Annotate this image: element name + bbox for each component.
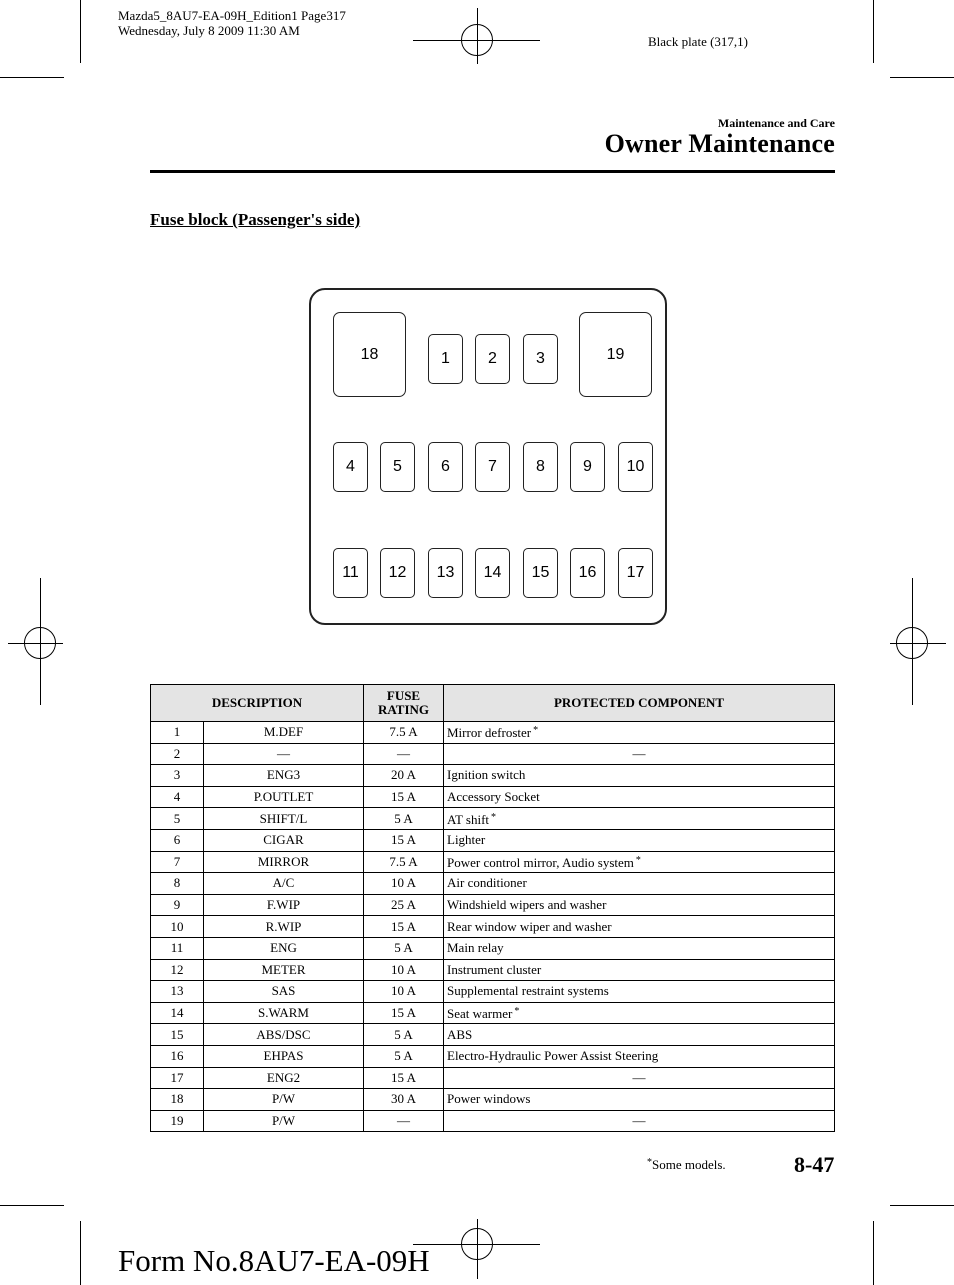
table-row [151,1024,835,1046]
table-row [151,1110,835,1132]
protected-component: — [444,1110,835,1132]
fuse-rating: — [364,743,444,765]
fuse-16: 16 [570,548,605,598]
fuse-description: M.DEF [204,722,364,744]
protected-component: Ignition switch [444,765,835,787]
table-row [151,981,835,1003]
table-row [151,1045,835,1067]
fuse-10: 10 [618,442,653,492]
fuse-description: ENG [204,937,364,959]
fuse-description: S.WARM [204,1002,364,1024]
table-row [151,959,835,981]
fuse-number: 11 [151,937,204,959]
fuse-5: 5 [380,442,415,492]
fuse-rating: 5 A [364,808,444,830]
fuse-rating: 10 A [364,873,444,895]
table-row [151,894,835,916]
fuse-8: 8 [523,442,558,492]
fuse-rating: 10 A [364,981,444,1003]
protected-component: AT shift * [444,808,835,830]
fuse-number: 14 [151,1002,204,1024]
fuse-14: 14 [475,548,510,598]
fuse-4: 4 [333,442,368,492]
plate-label: Black plate (317,1) [648,34,748,49]
fuse-number: 16 [151,1045,204,1067]
protected-component: Instrument cluster [444,959,835,981]
fuse-number: 13 [151,981,204,1003]
fuse-description: ABS/DSC [204,1024,364,1046]
protected-component: Mirror defroster * [444,722,835,744]
table-header-row [151,685,835,722]
header-description: DESCRIPTION [151,685,364,722]
fuse-description: SHIFT/L [204,808,364,830]
fuse-description: CIGAR [204,829,364,851]
fuse-number: 18 [151,1089,204,1111]
fuse-number: 1 [151,722,204,744]
fuse-rating: 25 A [364,894,444,916]
protected-component: Supplemental restraint systems [444,981,835,1003]
fuse-13: 13 [428,548,463,598]
fuse-number: 10 [151,916,204,938]
fuse-number: 5 [151,808,204,830]
fuse-number: 9 [151,894,204,916]
fuse-block-diagram [309,288,667,625]
fuse-description: R.WIP [204,916,364,938]
fuse-rating: 15 A [364,1067,444,1089]
section-subtitle: Fuse block (Passenger's side) [150,210,361,229]
fuse-description: MIRROR [204,851,364,873]
fuse-number: 8 [151,873,204,895]
protected-component: Power windows [444,1089,835,1111]
fuse-7: 7 [475,442,510,492]
form-number: Form No.8AU7-EA-09H [118,1243,430,1278]
fuse-description: ENG3 [204,765,364,787]
footnote-star: * [514,1006,520,1018]
fuse-rating: — [364,1110,444,1132]
protected-component: Lighter [444,829,835,851]
fuse-description: — [204,743,364,765]
fuse-rating: 15 A [364,1002,444,1024]
fuse-6: 6 [428,442,463,492]
table-row [151,765,835,787]
protected-component: Windshield wipers and washer [444,894,835,916]
fuse-9: 9 [570,442,605,492]
table-row [151,786,835,808]
table-row [151,851,835,873]
footnote-star: * [533,725,539,737]
fuse-description: P/W [204,1089,364,1111]
fuse-rating: 15 A [364,786,444,808]
fuse-19: 19 [579,312,652,397]
fuse-table [150,684,835,1132]
fuse-rating: 20 A [364,765,444,787]
protected-component: Air conditioner [444,873,835,895]
fuse-description: SAS [204,981,364,1003]
fuse-12: 12 [380,548,415,598]
fuse-18: 18 [333,312,406,397]
fuse-number: 17 [151,1067,204,1089]
protected-component: Seat warmer * [444,1002,835,1024]
table-row [151,743,835,765]
fuse-description: F.WIP [204,894,364,916]
fuse-number: 4 [151,786,204,808]
section-label: Maintenance and Care [717,116,835,130]
fuse-rating: 30 A [364,1089,444,1111]
fuse-number: 3 [151,765,204,787]
fuse-rating: 7.5 A [364,851,444,873]
fuse-rating: 15 A [364,916,444,938]
fuse-number: 19 [151,1110,204,1132]
page-number: 8-47 [794,1152,835,1177]
fuse-number: 15 [151,1024,204,1046]
protected-component: Main relay [444,937,835,959]
header-fuse-rating: FUSE RATING [364,685,444,722]
fuse-rating: 15 A [364,829,444,851]
fuse-3: 3 [523,334,558,384]
table-row [151,722,835,744]
fuse-rating: 5 A [364,1024,444,1046]
protected-component: Power control mirror, Audio system * [444,851,835,873]
fuse-rating: 7.5 A [364,722,444,744]
protected-component: Electro-Hydraulic Power Assist Steering [444,1045,835,1067]
protected-component: ABS [444,1024,835,1046]
fuse-description: A/C [204,873,364,895]
protected-component: Rear window wiper and washer [444,916,835,938]
footnote: *Some models. [647,1157,726,1172]
table-row [151,1067,835,1089]
fuse-number: 12 [151,959,204,981]
fuse-11: 11 [333,548,368,598]
header-protected-component: PROTECTED COMPONENT [444,685,835,722]
fuse-15: 15 [523,548,558,598]
page-title: Owner Maintenance [604,129,835,158]
fuse-1: 1 [428,334,463,384]
protected-component: Accessory Socket [444,786,835,808]
table-row [151,916,835,938]
file-date: Wednesday, July 8 2009 11:30 AM [118,23,300,38]
fuse-number: 2 [151,743,204,765]
table-row [151,1089,835,1111]
fuse-rating: 10 A [364,959,444,981]
fuse-description: P/W [204,1110,364,1132]
fuse-description: ENG2 [204,1067,364,1089]
fuse-description: P.OUTLET [204,786,364,808]
title-rule [150,170,835,173]
fuse-2: 2 [475,334,510,384]
footnote-star: * [635,854,641,866]
fuse-rating: 5 A [364,1045,444,1067]
table-row [151,873,835,895]
table-row [151,1002,835,1024]
table-row [151,937,835,959]
file-info [118,8,346,38]
fuse-rating: 5 A [364,937,444,959]
table-row [151,808,835,830]
fuse-number: 6 [151,829,204,851]
protected-component: — [444,743,835,765]
table-row [151,829,835,851]
footnote-star: * [491,811,497,823]
fuse-number: 7 [151,851,204,873]
fuse-description: METER [204,959,364,981]
file-name: Mazda5_8AU7-EA-09H_Edition1 Page317 [118,8,346,23]
fuse-17: 17 [618,548,653,598]
fuse-description: EHPAS [204,1045,364,1067]
protected-component: — [444,1067,835,1089]
